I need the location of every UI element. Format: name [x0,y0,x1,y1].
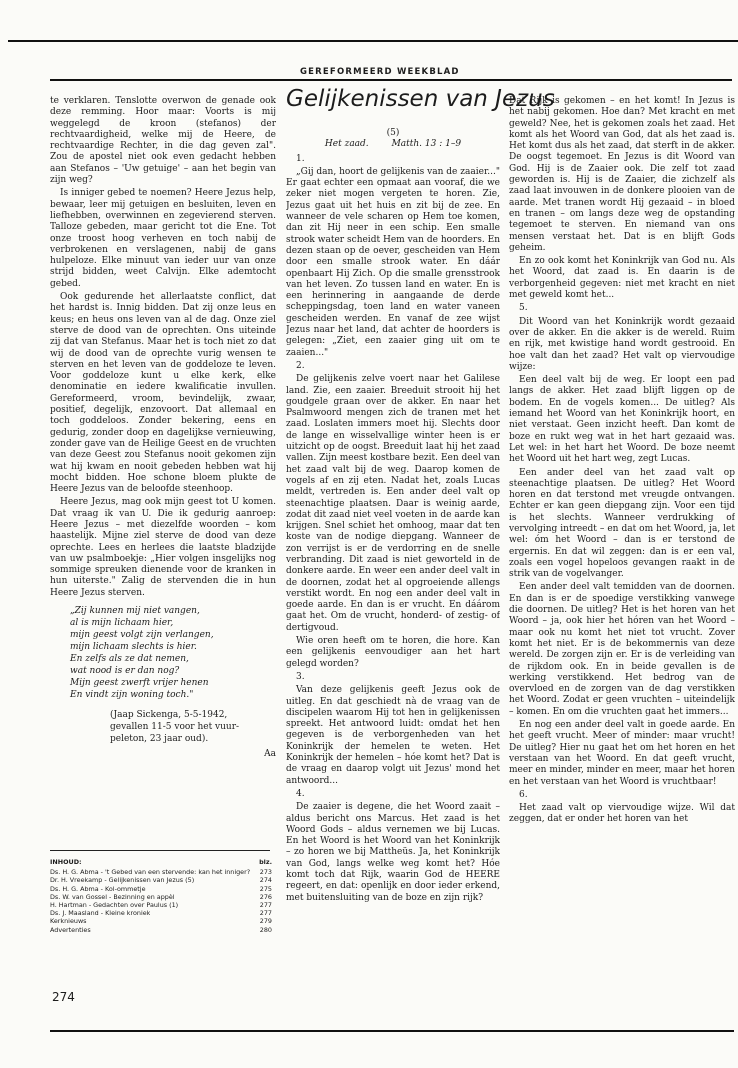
toc-entry-title: Ds. W. van Gossel - Bezinning en appèl [50,892,175,901]
poem-line: wat nood is er dan nog? [70,666,180,677]
credit-line: peleton, 23 jaar oud). [110,734,209,745]
toc-entry-title: Dr. H. Vreekamp - Gelijkenissen van Jezus (5) [50,876,195,885]
author-signature: Aa [264,749,276,760]
paragraph: Dat Rijk is gekomen – en het komt! In Jezus is het nabij gekomen. Hoe dan? Met kracht en met geweld? Nee, het is gekomen zoals het zaad. Het komt als het Woord van God, dat als het zaad is. Het komt dus als het zaad, dat sterft in de akker. De oogst tegemoet. En Jezus is dit Woord van God. Hij is de Zaaier ook. Die zelf tot zaad geworden is. Hij is de Zaaier, die zichzelf als zaad laat invouwen in de donkere plooien van de aarde. Met tranen wordt Hij gezaaid – in bloed en tranen – om langs deze weg de opstanding tegemoet te sterven. En niemand van ons mensen verstaat het. Dat is en blijft Gods geheim. [509,96,735,253]
index-rule [50,850,270,851]
toc-entry-title: Ds. J. Maasland - Kleine kroniek [50,909,151,918]
running-header: GEREFORMEERD WEEKBLAD [300,67,460,77]
paragraph: Een ander deel valt temidden van de doornen. En dan is er de spoedige verstikking vanwege die doornen. De uitleg? Het is het horen van het Woord – ja, ook hier het hóren van het Woord – maar ook nu komt het niet tot vrucht. Zover komt het niet. Er is de bekommernis van deze wereld. De zorgen zijn er. Er is de verleiding van de rijkdom ook. En in beide gevallen is de werking verstikkend. Het bedrog van de overvloed en de zorgen van de dag verstikken het Woord. Zodat er geen vruchten – uiteindelijk – komen. En om die vruchten gaat het immers... [509,582,735,717]
toc-entry [50,901,272,909]
toc-entry-title: Kerknieuws [50,917,87,926]
paragraph: Een ander deel van het zaad valt op steenachtige plaatsen. De uitleg? Het Woord horen en dat terstond met vreugde ontvangen. Echter er kan geen diepgang zijn. Voor een tijd is het slechts. Wanneer verdrukking of vervolging intreedt – en dat om het Woord, ja, let wel: óm het Woord – dan is er terstond de ergernis. En dat wil zeggen: dan is er een val, zoals een vogel hopeloos gevangen raakt in de strik van de vogelvanger. [509,467,735,580]
section-number: 2. [296,360,305,371]
column-right [509,96,735,1026]
toc-entry [50,885,272,893]
poem-line: En vindt zijn woning toch." [70,690,194,701]
article-title: Gelijkenissen van Jezus [286,86,555,112]
paragraph: Ook gedurende het allerlaatste conflict, dat het hardst is. Innig bidden. Dat zij onze leus en keus; en heus ons leven van al de dag. Onze ziel sterve de dood van de oprechten. Ons uiteinde zij dat van Stefanus. Maar het is toch niet zo dat wij de dood van de oprechte vurig wensen te sterven en het leven van de goddeloze te leven. Voor goddeloze kunt u elke kerk, elke denominatie en iedere kwalificatie invullen. Gereformeerd, vroom, bevindelijk, zwaar, positief, degelijk, enzovoort. Dat allemaal en toch goddeloos. Zonder bekering, eens en gedurig, zonder doop en dagelijkse vernieuwing, zonder gave van de Heilige Geest en de vruchten van deze Geest zou Stefanus nooit gekomen zijn wat hij kwam en nooit gebeden hebben wat hij mocht bidden. Hoe schone bloem plukte de Heere Jezus van de beloofde steenhoop. [50,292,276,495]
paragraph: te verklaren. Tenslotte overwon de genade ook deze remming. Hoor maar: Voorts is mij weggelegd de kroon (stefanos) der rechtvaardigheid, welke mij de Heere, de rechtvaardige Rechter, in die dag geven zal". Zou de apostel niet ook even gedacht hebben aan Stefanos – 'Uw getuige' – aan het begin van zijn weg? [50,96,276,186]
poem-line: mijn lichaam slechts is hier. [70,642,197,653]
poem-line: mijn geest volgt zijn verlangen, [70,630,214,641]
toc-entry-title: Ds. H. G. Abma - Kol-ommetje [50,884,146,893]
credit-line: gevallen 11-5 voor het vuur- [110,722,240,733]
paragraph: Is inniger gebed te noemen? Heere Jezus help, bewaar, leer mij getuigen en besluiten, leven en liefhebben, overwinnen en zegevierend sterven. Talloze gebeden, maar gericht tot die Ene. Tot onze troost hoog verheven en toch nabij de verbrokenen en verslagenen, nabij de gans hulpeloze. Elke minuut van ieder uur van onze strijd bidden, weet Calvijn. Elke ademtocht gebed. [50,188,276,289]
toc-entry-page: 273 [259,868,272,877]
paragraph: Dit Woord van het Koninkrijk wordt gezaaid over de akker. En die akker is de wereld. Ruim en rijk, met kwistige hand wordt gestrooid. En hoe valt dan het zaad? Het valt op viervoudige wijze: [509,316,735,372]
toc-entry-page: 275 [259,884,272,893]
toc-entry-page: 276 [259,892,272,901]
table-of-contents [50,858,272,934]
poem-line: En zelfs als ze dat nemen, [70,654,189,665]
paragraph: „Gij dan, hoort de gelijkenis van de zaaier..." Er gaat echter een opmaat aan vooraf, die we zeker niet mogen vergeten te horen. Zie, Jezus gaat uit het huis en zit bij de zee. En wanneer de vele scharen op Hem toe komen, dan zit Hij neer in een schip. Een smalle strook water scheidt Hem van de hoorders. En dezen staan op de oever, gescheiden van Hem door een smalle strook water. En dáár openbaart Hij Zich. Op die smalle grensstrook van het leven. Zo tussen land en water. En is een herinnering in aangaande de derde scheppingsdag, toen land en water vaneen gescheiden werden. En vanaf de zee wijst Jezus naar het land, dat achter de hoorders is gelegen: „Ziet, een zaaier ging uit om te zaaien..." [286,166,500,358]
poem [70,605,276,701]
top-rule [8,40,738,42]
toc-entry [50,868,272,876]
poem-line: „Zij kunnen mij niet vangen, [70,606,200,617]
section-number: 4. [296,788,305,799]
paragraph: Het zaad valt op viervoudige wijze. Wil dat zeggen, dat er onder het horen van het [509,803,735,825]
paragraph: Heere Jezus, mag ook mijn geest tot U komen. Dat vraag ik van U. Die ik gedurig aanroep: Heere Jezus – met diezelfde woorden – kom haastelijk. Mijne ziel sterve de dood van deze oprechte. Lees en herlees die laatste bladzijde van uw psalmboekje: „Hier volgen insgelijks nog sommige spreuken dienende voor de kranken in hun uiterste." Zalig de stervenden die in hun Heere Jezus sterven. [50,497,276,598]
toc-heading: INHOUD: [50,858,82,866]
section-number: 1. [296,153,305,164]
poem-line: Mijn geest zwerft vrijer henen [70,678,209,689]
paragraph: Van deze gelijkenis geeft Jezus ook de uitleg. En dat geschiedt nà de vraag van de discipelen waarom Hij tot hen in gelijkenissen spreekt. Het antwoord luidt: omdat het hen gegeven is de verborgenheden van het Koninkrijk der hemelen te weten. Het Koninkrijk der hemelen – hóe komt het? Dat is de vraag en daarop volgt uit Jezus' mond het antwoord... [286,685,500,786]
toc-entry [50,876,272,884]
toc-entry-page: 274 [259,876,272,885]
toc-entry [50,893,272,901]
toc-entry [50,909,272,917]
toc-entry-page: 277 [259,909,272,918]
bible-reference: Matth. 13 : 1–9 [391,139,462,150]
column-left [50,96,276,866]
column-middle [286,128,500,978]
toc-entry-page: 280 [259,925,272,934]
bottom-rule [50,1030,734,1032]
header-rule [50,79,732,81]
paragraph: De zaaier is degene, die het Woord zaait – aldus bericht ons Marcus. Het zaad is het Woord Gods – aldus vernemen we bij Lucas. En het Woord is het Woord van het Koninkrijk – zo horen we bij Mattheüs. Ja, het Koninkrijk van God, langs welke weg komt het? Hóe komt toch dat Rijk, waarin God de HEERE regeert, en dat: openlijk en door ieder erkend, met buitensluiting van de boze en zijn rijk? [286,802,500,903]
section-number: 3. [296,671,305,682]
article-subtitle: Het zaad. [324,139,369,150]
section-number: 6. [519,789,528,800]
article-part: (5) [386,128,400,138]
article-subheading [286,128,500,151]
toc-entry [50,926,272,934]
paragraph: Wie oren heeft om te horen, die hore. Kan een gelijkenis eenvoudiger aan het hart gelegd worden? [286,636,500,669]
paragraph: Een deel valt bij de weg. Er loopt een pad langs de akker. Het zaad blijft liggen op de bodem. En de vogels komen... De uitleg? Als iemand het Woord van het Koninkrijk hoort, en niet verstaat. Geen inzicht heeft. Dan komt de boze en rukt weg wat in het hart gezaaid was. Let wel: in het hart het Woord. De boze neemt het Woord uit het hart weg, zegt Lucas. [509,375,735,465]
toc-page-label: blz. [259,858,272,866]
toc-entry-title: H. Hartman - Gedachten over Paulus (1) [50,901,179,910]
page-number: 274 [52,990,75,1004]
toc-entry-page: 279 [259,917,272,926]
toc-entry-title: Ds. H. G. Abma - 't Gebed van een stervende: kan het inniger? [50,868,251,877]
paragraph: En nog een ander deel valt in goede aarde. En het geeft vrucht. Meer of minder: maar vrucht! De uitleg? Hier nu gaat het om het horen en het verstaan van het Woord. En dat geeft vrucht, meer en minder, minder en meer, maar het horen en het verstaan van het Woord is vruchtbaar! [509,720,735,787]
poem-line: al is mijn lichaam hier, [70,618,174,629]
toc-entry [50,917,272,925]
toc-entry-title: Advertenties [50,925,91,934]
poem-credit [110,709,276,745]
paragraph: En zo ook komt het Koninkrijk van God nu. Als het Woord, dat zaad is. En daarin is de verborgenheid gegeven: niet met kracht en niet met geweld komt het... [509,256,735,301]
paragraph: De gelijkenis zelve voert naar het Galilese land. Zie, een zaaier. Breeduit strooit hij het goudgele graan over de akker. En naar het Psalmwoord mengen zich de tranen met het zaad. Loslaten immers moet hij. Slechts door de lange en wisselvallige winter heen is er uitzicht op de oogst. Breeduit laat hij het zaad vallen. Zijn meest kostbare bezit. Een deel van het zaad valt bij de weg. Daarop komen de vogels af en zij eten. Nadat het, zoals Lucas meldt, vertreden is. Een ander deel valt op steenachtige plaatsen. Daar is weinig aarde, zodat dit zaad niet veel voeten in de aarde kan krijgen. Snel schiet het omhoog, maar dat ten koste van de nodige diepgang. Wanneer de zon verrijst is er de verdorring en de snelle verbranding. Dit zaad is niet geworteld in de donkere aarde. En weer een ander deel valt in de doornen, zodat het al opgroeiende allengs verstikt wordt. En nog een ander deel valt in goede aarde. En dan is er vrucht. En dáárom gaat het. Om de vrucht, honderd- of zestig- of dertigvoud. [286,374,500,633]
credit-line: (Jaap Sickenga, 5-5-1942, [110,710,228,721]
toc-entry-page: 277 [259,901,272,910]
section-number: 5. [519,303,528,314]
